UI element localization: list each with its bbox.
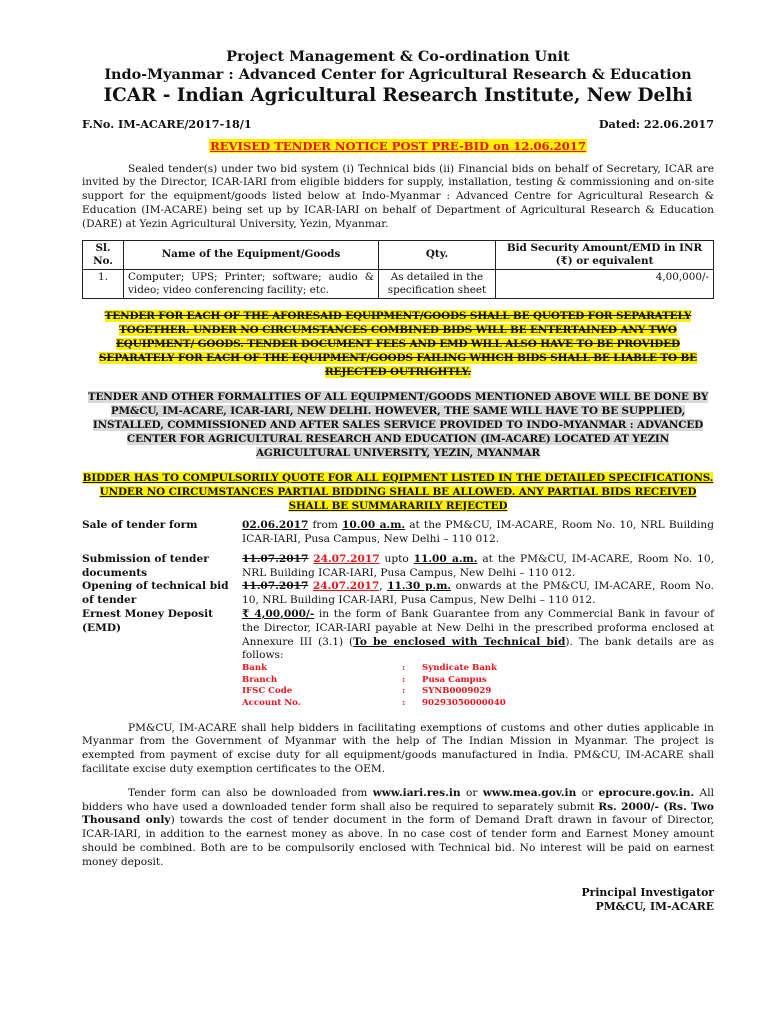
revised-heading — [82, 140, 714, 155]
notice-formalities — [82, 390, 714, 461]
opening-new-date: 24.07.2017 — [312, 580, 380, 593]
opening-old-date: 11.07.2017 — [242, 580, 309, 593]
website-mea-link[interactable]: www.mea.gov.in — [482, 786, 577, 799]
account-label: Account No. — [242, 697, 301, 708]
opening-label: Opening of technical bid of tender — [82, 580, 229, 607]
tender-notice-page — [82, 48, 714, 915]
institute-title: ICAR - Indian Agricultural Research Institute, New Delhi — [103, 85, 693, 106]
opening-details — [242, 580, 714, 608]
signature-block — [82, 886, 714, 915]
emd-text-2: ). The bank details are as follows: — [242, 635, 715, 662]
notice-separate-bids-text: TENDER FOR EACH OF THE AFORESAID EQUIPMENT/GOODS SHALL BE QUOTED FOR SEPARATELY TOGETHER. UNDER NO CIRCUMSTANCES COMBINED BIDS WILL BE ENTERTAINED ANY TWO EQUIPMENT/ GOODS. TENDER DOCUMENT FEES AND EMD WILL ALSO HAVE TO BE PROVIDED SEPARATELY FOR EACH OF THE EQUIPMENT/GOODS FAILING WHICH BIDS SHALL BE LIABLE TO BE REJECTED OUTRIGHTLY. — [98, 309, 698, 379]
file-number: F.No. IM-ACARE/2017-18/1 — [82, 117, 252, 131]
sale-place: at the PM&CU, IM-ACARE, Room No. 10, NRL Building ICAR-IARI, Pusa Campus, New Delhi – 110 012. — [242, 519, 714, 546]
emd-amount: ₹ 4,00,000/- — [242, 608, 315, 620]
bank-value: Syndicate Bank — [422, 663, 497, 674]
opening-comma: , — [379, 580, 388, 593]
opening-time: 11.30 p.m. — [387, 580, 452, 593]
cell-emd: 4,00,000/- — [496, 269, 714, 298]
notice-compulsory-quote — [82, 471, 714, 514]
table-row — [83, 269, 714, 298]
signatory-title: Principal Investigator — [581, 885, 714, 899]
download-text-1: Tender form can also be downloaded from — [128, 786, 373, 799]
website-iari-link[interactable]: www.iari.res.in — [372, 786, 461, 799]
account-sep: : — [402, 697, 406, 708]
sale-date: 02.06.2017 — [242, 519, 309, 532]
bank-sep: : — [402, 663, 406, 674]
emd-details — [242, 608, 714, 710]
intro-paragraph: Sealed tender(s) under two bid system (i) Technical bids (ii) Financial bids on behalf of Secretary, ICAR are invited by the Director, ICAR-IARI from eligible bidders for supply, installation, testing & commissioning and on-site support for the equipment/goods listed below at Indo-Myanmar : Advanced Centre for Agricultural Research & Education (IM-ACARE) being set up by ICAR-IARI on behalf of Department of Agricultural Research & Education (DARE) at Yezin Agricultural University, Yezin, Myanmar. — [82, 162, 714, 230]
cell-qty: As detailed in the specification sheet — [379, 269, 496, 298]
signatory-office: PM&CU, IM-ACARE — [595, 900, 714, 914]
col-header-name: Name of the Equipment/Goods — [124, 240, 379, 269]
col-header-sl: Sl. No. — [83, 240, 124, 269]
customs-paragraph: PM&CU, IM-ACARE shall help bidders in facilitating exemptions of customs and other duties applicable in Myanmar from the Government of Myanmar with the help of The Indian Mission in Myanmar. The project is exempted from payment of excise duty for all equipment/goods manufactured in India. PM&CU, IM-ACARE shall facilitate excise duty exemption certificates to the OEM. — [82, 721, 714, 775]
submission-upto: upto — [379, 552, 414, 565]
download-text-5: ) towards the cost of tender document in the form of Demand Draft drawn in favour of Director, ICAR-IARI, in addition to the earnest money as above. In no case cost of tender form and Earnest Money amount should be combined. Both are to be compulsorily enclosed with Technical bid. No interest will be paid on earnest money deposit. — [82, 814, 714, 868]
bank-label: Bank — [242, 663, 268, 674]
cell-sl: 1. — [83, 269, 124, 298]
notice-compulsory-quote-text: BIDDER HAS TO COMPULSORILY QUOTE FOR ALL EQIPMENT LISTED IN THE DETAILED SPECIFICATIONS. UNDER NO CIRCUMSTANCES PARTIAL BIDDING SHALL BE ALLOWED. ANY PARTIAL BIDS RECEIVED SHALL BE SUMMARARILY REJECTED — [82, 471, 714, 513]
branch-value: Pusa Campus — [422, 674, 487, 685]
ifsc-value: SYNB0009029 — [422, 686, 492, 697]
notice-formalities-text: TENDER AND OTHER FORMALITIES OF ALL EQUIPMENT/GOODS MENTIONED ABOVE WILL BE DONE BY PM&CU, IM-ACARE, ICAR-IARI, NEW DELHI. HOWEVER, THE SAME WILL HAVE TO BE SUPPLIED, INSTALLED, COMMISSIONED AND AFTER SALES SERVICE PROVIDED TO INDO-MYANMAR : ADVANCED CENTER FOR AGRICULTURAL RESEARCH AND EDUCATION (IM-ACARE) LOCATED AT YEZIN AGRICULTURAL UNIVERSITY, YEZIN, MYANMAR — [87, 390, 709, 460]
submission-new-date: 24.07.2017 — [313, 552, 380, 565]
col-header-qty: Qty. — [379, 240, 496, 269]
download-paragraph — [82, 787, 714, 870]
branch-label: Branch — [242, 674, 278, 685]
account-value: 90293050000040 — [422, 697, 506, 708]
download-text-4: All bidders who have used a downloaded tender form shall also be required to separately submit — [82, 786, 714, 813]
col-header-emd: Bid Security Amount/EMD in INR (₹) or equivalent — [496, 240, 714, 269]
submission-place: at the PM&CU, IM-ACARE, Room No. 10, NRL Building ICAR-IARI, Pusa Campus, New Delhi – 110 012. — [242, 552, 714, 579]
submission-time: 11.00 a.m. — [413, 552, 478, 565]
branch-sep: : — [402, 674, 406, 685]
ifsc-label: IFSC Code — [242, 686, 293, 697]
file-number-row — [82, 118, 714, 132]
emd-label: Ernest Money Deposit (EMD) — [82, 608, 214, 634]
submission-label: Submission of tender documents — [82, 552, 209, 579]
download-text-2: or — [460, 786, 483, 799]
bank-details — [242, 663, 714, 709]
sale-details — [242, 519, 714, 547]
download-text-3: or — [576, 786, 599, 799]
website-eprocure-link[interactable]: eprocure.gov.in. — [598, 786, 695, 799]
revised-title: REVISED TENDER NOTICE POST PRE-BID on 12.06.2017 — [210, 138, 586, 153]
centre-title: Indo-Myanmar : Advanced Center for Agricultural Research & Education — [104, 66, 692, 83]
submission-details — [242, 553, 714, 581]
notice-separate-bids — [82, 309, 714, 380]
tender-schedule — [82, 519, 714, 709]
sale-label: Sale of tender form — [82, 519, 198, 532]
submission-old-date: 11.07.2017 — [242, 552, 309, 565]
ifsc-sep: : — [402, 686, 406, 697]
sale-from: from — [308, 519, 343, 532]
emd-enclosed-note: To be enclosed with Technical bid — [353, 635, 566, 648]
opening-place: onwards at the PM&CU, IM-ACARE, Room No. 10, NRL Building ICAR-IARI, Pusa Campus, New Delhi – 110 012. — [242, 580, 714, 607]
equipment-table — [82, 240, 714, 299]
cell-name: Computer; UPS; Printer; software; audio & video; video conferencing facility; etc. — [124, 269, 379, 298]
notice-date: Dated: 22.06.2017 — [598, 117, 714, 131]
tender-fee: Rs. 2000/- (Rs. Two Thousand only — [82, 800, 714, 827]
unit-title: Project Management & Co-ordination Unit — [226, 48, 570, 65]
emd-text-1: in the form of Bank Guarantee from any Commercial Bank in favour of the Director, ICAR-IARI payable at New Delhi in the prescribed proforma enclosed at Annexure III (3.1) ( — [242, 608, 714, 648]
table-header-row — [83, 240, 714, 269]
sale-time: 10.00 a.m. — [342, 519, 406, 532]
